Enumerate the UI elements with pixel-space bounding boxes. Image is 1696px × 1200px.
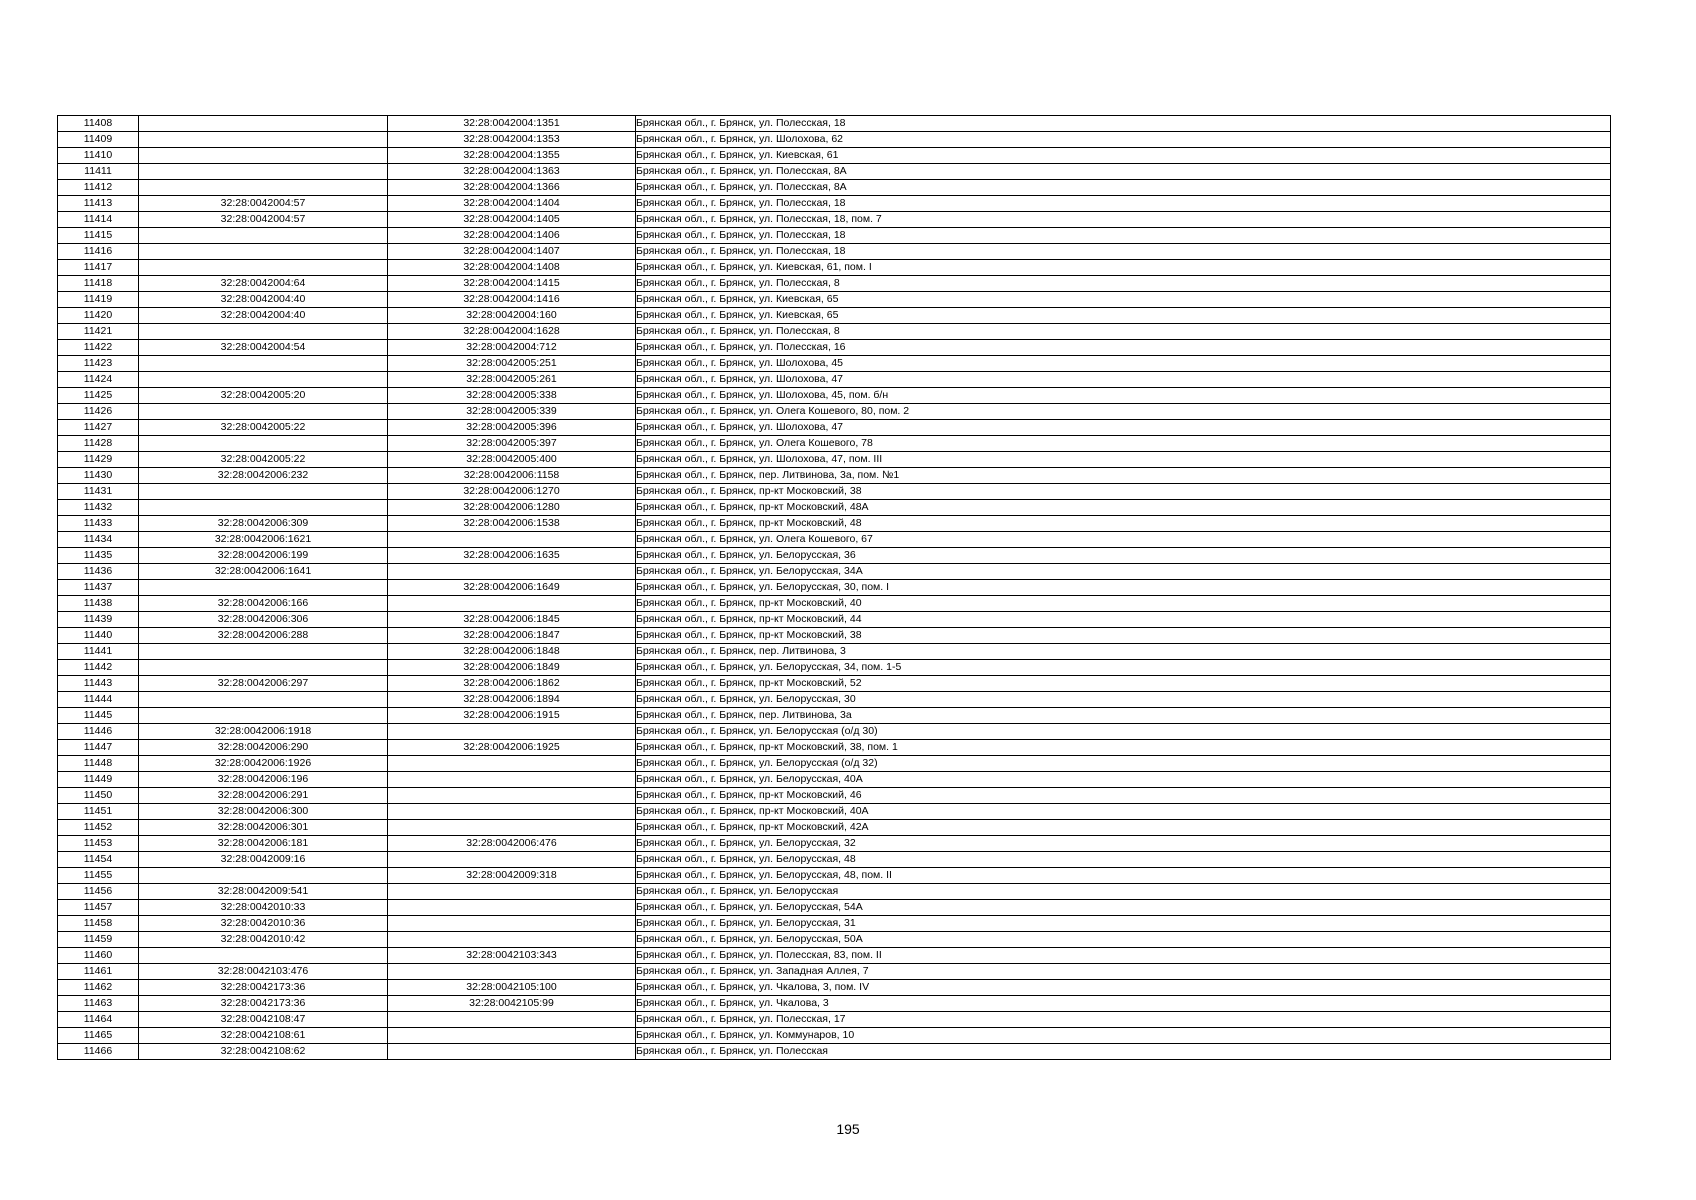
parent-cadastral-number-cell bbox=[139, 356, 388, 372]
table-row bbox=[58, 660, 1611, 676]
address-cell: Брянская обл., г. Брянск, пр-кт Московский, 42А bbox=[636, 820, 1611, 836]
row-number-cell: 11466 bbox=[58, 1044, 139, 1060]
address-cell: Брянская обл., г. Брянск, пр-кт Московский, 48А bbox=[636, 500, 1611, 516]
object-cadastral-number-cell: 32:28:0042004:1355 bbox=[388, 148, 636, 164]
parent-cadastral-number-cell: 32:28:0042006:309 bbox=[139, 516, 388, 532]
object-cadastral-number-cell: 32:28:0042005:261 bbox=[388, 372, 636, 388]
registry-table bbox=[57, 115, 1611, 1060]
table-row bbox=[58, 884, 1611, 900]
parent-cadastral-number-cell: 32:28:0042006:291 bbox=[139, 788, 388, 804]
table-row bbox=[58, 116, 1611, 132]
table-row bbox=[58, 532, 1611, 548]
table-row bbox=[58, 484, 1611, 500]
parent-cadastral-number-cell: 32:28:0042006:301 bbox=[139, 820, 388, 836]
parent-cadastral-number-cell: 32:28:0042006:166 bbox=[139, 596, 388, 612]
table-row bbox=[58, 244, 1611, 260]
object-cadastral-number-cell: 32:28:0042004:1405 bbox=[388, 212, 636, 228]
row-number-cell: 11419 bbox=[58, 292, 139, 308]
row-number-cell: 11459 bbox=[58, 932, 139, 948]
address-cell: Брянская обл., г. Брянск, ул. Чкалова, 3 bbox=[636, 996, 1611, 1012]
parent-cadastral-number-cell bbox=[139, 324, 388, 340]
table-row bbox=[58, 196, 1611, 212]
parent-cadastral-number-cell bbox=[139, 660, 388, 676]
row-number-cell: 11458 bbox=[58, 916, 139, 932]
object-cadastral-number-cell: 32:28:0042006:1862 bbox=[388, 676, 636, 692]
table-row bbox=[58, 180, 1611, 196]
object-cadastral-number-cell: 32:28:0042006:1894 bbox=[388, 692, 636, 708]
row-number-cell: 11436 bbox=[58, 564, 139, 580]
parent-cadastral-number-cell: 32:28:0042006:1621 bbox=[139, 532, 388, 548]
parent-cadastral-number-cell: 32:28:0042108:62 bbox=[139, 1044, 388, 1060]
address-cell: Брянская обл., г. Брянск, пр-кт Московский, 38, пом. 1 bbox=[636, 740, 1611, 756]
table-row bbox=[58, 788, 1611, 804]
address-cell: Брянская обл., г. Брянск, ул. Белорусская, 54А bbox=[636, 900, 1611, 916]
address-cell: Брянская обл., г. Брянск, ул. Полесская, 18 bbox=[636, 116, 1611, 132]
row-number-cell: 11421 bbox=[58, 324, 139, 340]
row-number-cell: 11411 bbox=[58, 164, 139, 180]
address-cell: Брянская обл., г. Брянск, ул. Белорусская, 31 bbox=[636, 916, 1611, 932]
row-number-cell: 11451 bbox=[58, 804, 139, 820]
address-cell: Брянская обл., г. Брянск, пр-кт Московский, 38 bbox=[636, 484, 1611, 500]
row-number-cell: 11460 bbox=[58, 948, 139, 964]
object-cadastral-number-cell bbox=[388, 1044, 636, 1060]
address-cell: Брянская обл., г. Брянск, пер. Литвинова, 3а bbox=[636, 708, 1611, 724]
parent-cadastral-number-cell: 32:28:0042173:36 bbox=[139, 996, 388, 1012]
table-row bbox=[58, 932, 1611, 948]
object-cadastral-number-cell bbox=[388, 1028, 636, 1044]
row-number-cell: 11429 bbox=[58, 452, 139, 468]
object-cadastral-number-cell: 32:28:0042105:100 bbox=[388, 980, 636, 996]
row-number-cell: 11442 bbox=[58, 660, 139, 676]
table-row bbox=[58, 468, 1611, 484]
table-row bbox=[58, 260, 1611, 276]
row-number-cell: 11446 bbox=[58, 724, 139, 740]
object-cadastral-number-cell: 32:28:0042005:339 bbox=[388, 404, 636, 420]
address-cell: Брянская обл., г. Брянск, ул. Белорусская, 48, пом. II bbox=[636, 868, 1611, 884]
object-cadastral-number-cell: 32:28:0042004:1406 bbox=[388, 228, 636, 244]
table-row bbox=[58, 964, 1611, 980]
table-row bbox=[58, 612, 1611, 628]
object-cadastral-number-cell: 32:28:0042004:1407 bbox=[388, 244, 636, 260]
address-cell: Брянская обл., г. Брянск, ул. Киевская, 65 bbox=[636, 308, 1611, 324]
parent-cadastral-number-cell: 32:28:0042173:36 bbox=[139, 980, 388, 996]
parent-cadastral-number-cell: 32:28:0042010:42 bbox=[139, 932, 388, 948]
address-cell: Брянская обл., г. Брянск, ул. Киевская, 65 bbox=[636, 292, 1611, 308]
table-row bbox=[58, 500, 1611, 516]
parent-cadastral-number-cell bbox=[139, 644, 388, 660]
address-cell: Брянская обл., г. Брянск, пр-кт Московский, 40А bbox=[636, 804, 1611, 820]
address-cell: Брянская обл., г. Брянск, ул. Полесская, 18 bbox=[636, 196, 1611, 212]
table-row bbox=[58, 372, 1611, 388]
address-cell: Брянская обл., г. Брянск, пр-кт Московский, 44 bbox=[636, 612, 1611, 628]
object-cadastral-number-cell: 32:28:0042006:1280 bbox=[388, 500, 636, 516]
parent-cadastral-number-cell bbox=[139, 148, 388, 164]
table-row bbox=[58, 708, 1611, 724]
table-row bbox=[58, 420, 1611, 436]
table-row bbox=[58, 324, 1611, 340]
address-cell: Брянская обл., г. Брянск, ул. Белорусская, 50А bbox=[636, 932, 1611, 948]
parent-cadastral-number-cell bbox=[139, 868, 388, 884]
row-number-cell: 11414 bbox=[58, 212, 139, 228]
row-number-cell: 11426 bbox=[58, 404, 139, 420]
parent-cadastral-number-cell: 32:28:0042004:64 bbox=[139, 276, 388, 292]
table-row bbox=[58, 948, 1611, 964]
parent-cadastral-number-cell: 32:28:0042005:20 bbox=[139, 388, 388, 404]
table-row bbox=[58, 388, 1611, 404]
object-cadastral-number-cell bbox=[388, 900, 636, 916]
address-cell: Брянская обл., г. Брянск, ул. Белорусская (о/д 30) bbox=[636, 724, 1611, 740]
address-cell: Брянская обл., г. Брянск, пр-кт Московский, 38 bbox=[636, 628, 1611, 644]
row-number-cell: 11443 bbox=[58, 676, 139, 692]
row-number-cell: 11434 bbox=[58, 532, 139, 548]
row-number-cell: 11415 bbox=[58, 228, 139, 244]
row-number-cell: 11438 bbox=[58, 596, 139, 612]
row-number-cell: 11456 bbox=[58, 884, 139, 900]
address-cell: Брянская обл., г. Брянск, пер. Литвинова, 3а, пом. №1 bbox=[636, 468, 1611, 484]
table-row bbox=[58, 276, 1611, 292]
row-number-cell: 11408 bbox=[58, 116, 139, 132]
row-number-cell: 11452 bbox=[58, 820, 139, 836]
address-cell: Брянская обл., г. Брянск, ул. Полесская, 18 bbox=[636, 244, 1611, 260]
object-cadastral-number-cell: 32:28:0042004:1628 bbox=[388, 324, 636, 340]
row-number-cell: 11450 bbox=[58, 788, 139, 804]
object-cadastral-number-cell bbox=[388, 820, 636, 836]
row-number-cell: 11454 bbox=[58, 852, 139, 868]
registry-table-body bbox=[58, 116, 1611, 1060]
address-cell: Брянская обл., г. Брянск, ул. Белорусская, 48 bbox=[636, 852, 1611, 868]
parent-cadastral-number-cell bbox=[139, 132, 388, 148]
table-row bbox=[58, 404, 1611, 420]
object-cadastral-number-cell bbox=[388, 916, 636, 932]
row-number-cell: 11430 bbox=[58, 468, 139, 484]
address-cell: Брянская обл., г. Брянск, ул. Киевская, 61 bbox=[636, 148, 1611, 164]
object-cadastral-number-cell bbox=[388, 564, 636, 580]
object-cadastral-number-cell: 32:28:0042006:1925 bbox=[388, 740, 636, 756]
table-row bbox=[58, 820, 1611, 836]
page-number: 195 bbox=[836, 1121, 860, 1137]
parent-cadastral-number-cell: 32:28:0042006:306 bbox=[139, 612, 388, 628]
address-cell: Брянская обл., г. Брянск, пр-кт Московский, 46 bbox=[636, 788, 1611, 804]
table-row bbox=[58, 452, 1611, 468]
row-number-cell: 11461 bbox=[58, 964, 139, 980]
parent-cadastral-number-cell: 32:28:0042009:16 bbox=[139, 852, 388, 868]
parent-cadastral-number-cell bbox=[139, 404, 388, 420]
table-row bbox=[58, 836, 1611, 852]
address-cell: Брянская обл., г. Брянск, ул. Шолохова, 47 bbox=[636, 372, 1611, 388]
table-row bbox=[58, 1044, 1611, 1060]
row-number-cell: 11449 bbox=[58, 772, 139, 788]
object-cadastral-number-cell: 32:28:0042006:1538 bbox=[388, 516, 636, 532]
row-number-cell: 11417 bbox=[58, 260, 139, 276]
row-number-cell: 11431 bbox=[58, 484, 139, 500]
address-cell: Брянская обл., г. Брянск, ул. Полесская, 16 bbox=[636, 340, 1611, 356]
parent-cadastral-number-cell: 32:28:0042010:33 bbox=[139, 900, 388, 916]
parent-cadastral-number-cell: 32:28:0042006:1918 bbox=[139, 724, 388, 740]
table-row bbox=[58, 916, 1611, 932]
table-row bbox=[58, 516, 1611, 532]
object-cadastral-number-cell: 32:28:0042005:396 bbox=[388, 420, 636, 436]
parent-cadastral-number-cell: 32:28:0042108:47 bbox=[139, 1012, 388, 1028]
address-cell: Брянская обл., г. Брянск, ул. Белорусская, 36 bbox=[636, 548, 1611, 564]
object-cadastral-number-cell bbox=[388, 932, 636, 948]
object-cadastral-number-cell: 32:28:0042009:318 bbox=[388, 868, 636, 884]
object-cadastral-number-cell: 32:28:0042005:251 bbox=[388, 356, 636, 372]
address-cell: Брянская обл., г. Брянск, ул. Полесская, 8А bbox=[636, 180, 1611, 196]
table-row bbox=[58, 1028, 1611, 1044]
address-cell: Брянская обл., г. Брянск, пр-кт Московский, 52 bbox=[636, 676, 1611, 692]
parent-cadastral-number-cell: 32:28:0042004:54 bbox=[139, 340, 388, 356]
table-row bbox=[58, 1012, 1611, 1028]
table-row bbox=[58, 756, 1611, 772]
address-cell: Брянская обл., г. Брянск, ул. Чкалова, 3, пом. IV bbox=[636, 980, 1611, 996]
table-row bbox=[58, 980, 1611, 996]
parent-cadastral-number-cell bbox=[139, 116, 388, 132]
address-cell: Брянская обл., г. Брянск, ул. Олега Кошевого, 67 bbox=[636, 532, 1611, 548]
parent-cadastral-number-cell bbox=[139, 436, 388, 452]
parent-cadastral-number-cell: 32:28:0042006:297 bbox=[139, 676, 388, 692]
object-cadastral-number-cell: 32:28:0042105:99 bbox=[388, 996, 636, 1012]
object-cadastral-number-cell: 32:28:0042004:1416 bbox=[388, 292, 636, 308]
address-cell: Брянская обл., г. Брянск, ул. Белорусская, 34А bbox=[636, 564, 1611, 580]
object-cadastral-number-cell: 32:28:0042004:1366 bbox=[388, 180, 636, 196]
row-number-cell: 11413 bbox=[58, 196, 139, 212]
parent-cadastral-number-cell: 32:28:0042108:61 bbox=[139, 1028, 388, 1044]
object-cadastral-number-cell: 32:28:0042006:1158 bbox=[388, 468, 636, 484]
object-cadastral-number-cell bbox=[388, 724, 636, 740]
parent-cadastral-number-cell bbox=[139, 244, 388, 260]
object-cadastral-number-cell: 32:28:0042004:1408 bbox=[388, 260, 636, 276]
address-cell: Брянская обл., г. Брянск, ул. Полесская, 8 bbox=[636, 276, 1611, 292]
address-cell: Брянская обл., г. Брянск, ул. Киевская, 61, пом. I bbox=[636, 260, 1611, 276]
object-cadastral-number-cell: 32:28:0042006:1849 bbox=[388, 660, 636, 676]
parent-cadastral-number-cell: 32:28:0042006:300 bbox=[139, 804, 388, 820]
object-cadastral-number-cell: 32:28:0042005:400 bbox=[388, 452, 636, 468]
object-cadastral-number-cell: 32:28:0042004:1353 bbox=[388, 132, 636, 148]
address-cell: Брянская обл., г. Брянск, пр-кт Московский, 48 bbox=[636, 516, 1611, 532]
address-cell: Брянская обл., г. Брянск, ул. Полесская, 18, пом. 7 bbox=[636, 212, 1611, 228]
object-cadastral-number-cell bbox=[388, 964, 636, 980]
address-cell: Брянская обл., г. Брянск, ул. Полесская, 83, пом. II bbox=[636, 948, 1611, 964]
table-row bbox=[58, 580, 1611, 596]
parent-cadastral-number-cell: 32:28:0042005:22 bbox=[139, 420, 388, 436]
table-row bbox=[58, 644, 1611, 660]
row-number-cell: 11457 bbox=[58, 900, 139, 916]
row-number-cell: 11418 bbox=[58, 276, 139, 292]
table-row bbox=[58, 692, 1611, 708]
row-number-cell: 11464 bbox=[58, 1012, 139, 1028]
parent-cadastral-number-cell: 32:28:0042010:36 bbox=[139, 916, 388, 932]
parent-cadastral-number-cell: 32:28:0042004:40 bbox=[139, 292, 388, 308]
object-cadastral-number-cell bbox=[388, 788, 636, 804]
row-number-cell: 11410 bbox=[58, 148, 139, 164]
parent-cadastral-number-cell: 32:28:0042006:1641 bbox=[139, 564, 388, 580]
row-number-cell: 11462 bbox=[58, 980, 139, 996]
object-cadastral-number-cell: 32:28:0042006:1845 bbox=[388, 612, 636, 628]
row-number-cell: 11416 bbox=[58, 244, 139, 260]
address-cell: Брянская обл., г. Брянск, ул. Полесская, 8 bbox=[636, 324, 1611, 340]
table-row bbox=[58, 436, 1611, 452]
parent-cadastral-number-cell: 32:28:0042103:476 bbox=[139, 964, 388, 980]
address-cell: Брянская обл., г. Брянск, ул. Белорусская, 30 bbox=[636, 692, 1611, 708]
object-cadastral-number-cell: 32:28:0042004:712 bbox=[388, 340, 636, 356]
parent-cadastral-number-cell: 32:28:0042004:57 bbox=[139, 196, 388, 212]
object-cadastral-number-cell: 32:28:0042004:160 bbox=[388, 308, 636, 324]
object-cadastral-number-cell bbox=[388, 772, 636, 788]
address-cell: Брянская обл., г. Брянск, ул. Белорусская, 32 bbox=[636, 836, 1611, 852]
table-row bbox=[58, 564, 1611, 580]
object-cadastral-number-cell: 32:28:0042005:338 bbox=[388, 388, 636, 404]
parent-cadastral-number-cell: 32:28:0042006:1926 bbox=[139, 756, 388, 772]
address-cell: Брянская обл., г. Брянск, ул. Западная Аллея, 7 bbox=[636, 964, 1611, 980]
parent-cadastral-number-cell bbox=[139, 260, 388, 276]
address-cell: Брянская обл., г. Брянск, ул. Шолохова, 62 bbox=[636, 132, 1611, 148]
table-row bbox=[58, 212, 1611, 228]
object-cadastral-number-cell: 32:28:0042103:343 bbox=[388, 948, 636, 964]
parent-cadastral-number-cell: 32:28:0042006:196 bbox=[139, 772, 388, 788]
row-number-cell: 11412 bbox=[58, 180, 139, 196]
table-row bbox=[58, 148, 1611, 164]
parent-cadastral-number-cell bbox=[139, 372, 388, 388]
object-cadastral-number-cell bbox=[388, 596, 636, 612]
object-cadastral-number-cell bbox=[388, 852, 636, 868]
row-number-cell: 11424 bbox=[58, 372, 139, 388]
row-number-cell: 11432 bbox=[58, 500, 139, 516]
table-row bbox=[58, 996, 1611, 1012]
object-cadastral-number-cell: 32:28:0042006:1635 bbox=[388, 548, 636, 564]
address-cell: Брянская обл., г. Брянск, ул. Полесская, 18 bbox=[636, 228, 1611, 244]
object-cadastral-number-cell bbox=[388, 532, 636, 548]
row-number-cell: 11433 bbox=[58, 516, 139, 532]
row-number-cell: 11445 bbox=[58, 708, 139, 724]
object-cadastral-number-cell: 32:28:0042006:1649 bbox=[388, 580, 636, 596]
table-row bbox=[58, 772, 1611, 788]
object-cadastral-number-cell: 32:28:0042004:1363 bbox=[388, 164, 636, 180]
object-cadastral-number-cell bbox=[388, 1012, 636, 1028]
table-row bbox=[58, 724, 1611, 740]
address-cell: Брянская обл., г. Брянск, ул. Шолохова, 47, пом. III bbox=[636, 452, 1611, 468]
table-row bbox=[58, 676, 1611, 692]
parent-cadastral-number-cell bbox=[139, 180, 388, 196]
object-cadastral-number-cell bbox=[388, 756, 636, 772]
row-number-cell: 11447 bbox=[58, 740, 139, 756]
row-number-cell: 11427 bbox=[58, 420, 139, 436]
parent-cadastral-number-cell: 32:28:0042006:232 bbox=[139, 468, 388, 484]
parent-cadastral-number-cell: 32:28:0042006:199 bbox=[139, 548, 388, 564]
row-number-cell: 11441 bbox=[58, 644, 139, 660]
address-cell: Брянская обл., г. Брянск, ул. Белорусская, 34, пом. 1-5 bbox=[636, 660, 1611, 676]
address-cell: Брянская обл., г. Брянск, ул. Полесская, 17 bbox=[636, 1012, 1611, 1028]
parent-cadastral-number-cell bbox=[139, 580, 388, 596]
address-cell: Брянская обл., г. Брянск, ул. Шолохова, 45 bbox=[636, 356, 1611, 372]
address-cell: Брянская обл., г. Брянск, ул. Полесская, 8А bbox=[636, 164, 1611, 180]
table-row bbox=[58, 868, 1611, 884]
address-cell: Брянская обл., г. Брянск, пр-кт Московский, 40 bbox=[636, 596, 1611, 612]
table-row bbox=[58, 852, 1611, 868]
table-row bbox=[58, 628, 1611, 644]
row-number-cell: 11420 bbox=[58, 308, 139, 324]
object-cadastral-number-cell: 32:28:0042006:476 bbox=[388, 836, 636, 852]
table-row bbox=[58, 900, 1611, 916]
table-row bbox=[58, 548, 1611, 564]
address-cell: Брянская обл., г. Брянск, ул. Шолохова, 47 bbox=[636, 420, 1611, 436]
address-cell: Брянская обл., г. Брянск, ул. Белорусская, 30, пом. I bbox=[636, 580, 1611, 596]
object-cadastral-number-cell: 32:28:0042005:397 bbox=[388, 436, 636, 452]
object-cadastral-number-cell bbox=[388, 884, 636, 900]
object-cadastral-number-cell bbox=[388, 804, 636, 820]
object-cadastral-number-cell: 32:28:0042006:1847 bbox=[388, 628, 636, 644]
row-number-cell: 11423 bbox=[58, 356, 139, 372]
row-number-cell: 11437 bbox=[58, 580, 139, 596]
table-row bbox=[58, 292, 1611, 308]
row-number-cell: 11448 bbox=[58, 756, 139, 772]
table-row bbox=[58, 228, 1611, 244]
table-row bbox=[58, 308, 1611, 324]
parent-cadastral-number-cell bbox=[139, 500, 388, 516]
object-cadastral-number-cell: 32:28:0042006:1848 bbox=[388, 644, 636, 660]
address-cell: Брянская обл., г. Брянск, ул. Олега Кошевого, 80, пом. 2 bbox=[636, 404, 1611, 420]
row-number-cell: 11455 bbox=[58, 868, 139, 884]
object-cadastral-number-cell: 32:28:0042004:1415 bbox=[388, 276, 636, 292]
parent-cadastral-number-cell: 32:28:0042006:288 bbox=[139, 628, 388, 644]
parent-cadastral-number-cell bbox=[139, 164, 388, 180]
parent-cadastral-number-cell: 32:28:0042005:22 bbox=[139, 452, 388, 468]
address-cell: Брянская обл., г. Брянск, ул. Олега Кошевого, 78 bbox=[636, 436, 1611, 452]
row-number-cell: 11465 bbox=[58, 1028, 139, 1044]
parent-cadastral-number-cell bbox=[139, 708, 388, 724]
row-number-cell: 11440 bbox=[58, 628, 139, 644]
table-row bbox=[58, 596, 1611, 612]
parent-cadastral-number-cell: 32:28:0042006:181 bbox=[139, 836, 388, 852]
parent-cadastral-number-cell: 32:28:0042004:40 bbox=[139, 308, 388, 324]
table-row bbox=[58, 740, 1611, 756]
object-cadastral-number-cell: 32:28:0042004:1351 bbox=[388, 116, 636, 132]
table-row bbox=[58, 164, 1611, 180]
parent-cadastral-number-cell bbox=[139, 484, 388, 500]
address-cell: Брянская обл., г. Брянск, ул. Белорусская, 40А bbox=[636, 772, 1611, 788]
row-number-cell: 11444 bbox=[58, 692, 139, 708]
object-cadastral-number-cell: 32:28:0042004:1404 bbox=[388, 196, 636, 212]
row-number-cell: 11439 bbox=[58, 612, 139, 628]
table-row bbox=[58, 356, 1611, 372]
address-cell: Брянская обл., г. Брянск, ул. Коммунаров, 10 bbox=[636, 1028, 1611, 1044]
parent-cadastral-number-cell: 32:28:0042004:57 bbox=[139, 212, 388, 228]
parent-cadastral-number-cell: 32:28:0042006:290 bbox=[139, 740, 388, 756]
object-cadastral-number-cell: 32:28:0042006:1915 bbox=[388, 708, 636, 724]
table-row bbox=[58, 132, 1611, 148]
row-number-cell: 11435 bbox=[58, 548, 139, 564]
row-number-cell: 11409 bbox=[58, 132, 139, 148]
parent-cadastral-number-cell bbox=[139, 692, 388, 708]
address-cell: Брянская обл., г. Брянск, пер. Литвинова, 3 bbox=[636, 644, 1611, 660]
row-number-cell: 11428 bbox=[58, 436, 139, 452]
parent-cadastral-number-cell bbox=[139, 228, 388, 244]
parent-cadastral-number-cell bbox=[139, 948, 388, 964]
address-cell: Брянская обл., г. Брянск, ул. Шолохова, 45, пом. б/н bbox=[636, 388, 1611, 404]
address-cell: Брянская обл., г. Брянск, ул. Полесская bbox=[636, 1044, 1611, 1060]
row-number-cell: 11422 bbox=[58, 340, 139, 356]
object-cadastral-number-cell: 32:28:0042006:1270 bbox=[388, 484, 636, 500]
address-cell: Брянская обл., г. Брянск, ул. Белорусская (о/д 32) bbox=[636, 756, 1611, 772]
table-row bbox=[58, 340, 1611, 356]
address-cell: Брянская обл., г. Брянск, ул. Белорусская bbox=[636, 884, 1611, 900]
row-number-cell: 11463 bbox=[58, 996, 139, 1012]
parent-cadastral-number-cell: 32:28:0042009:541 bbox=[139, 884, 388, 900]
row-number-cell: 11425 bbox=[58, 388, 139, 404]
table-row bbox=[58, 804, 1611, 820]
row-number-cell: 11453 bbox=[58, 836, 139, 852]
